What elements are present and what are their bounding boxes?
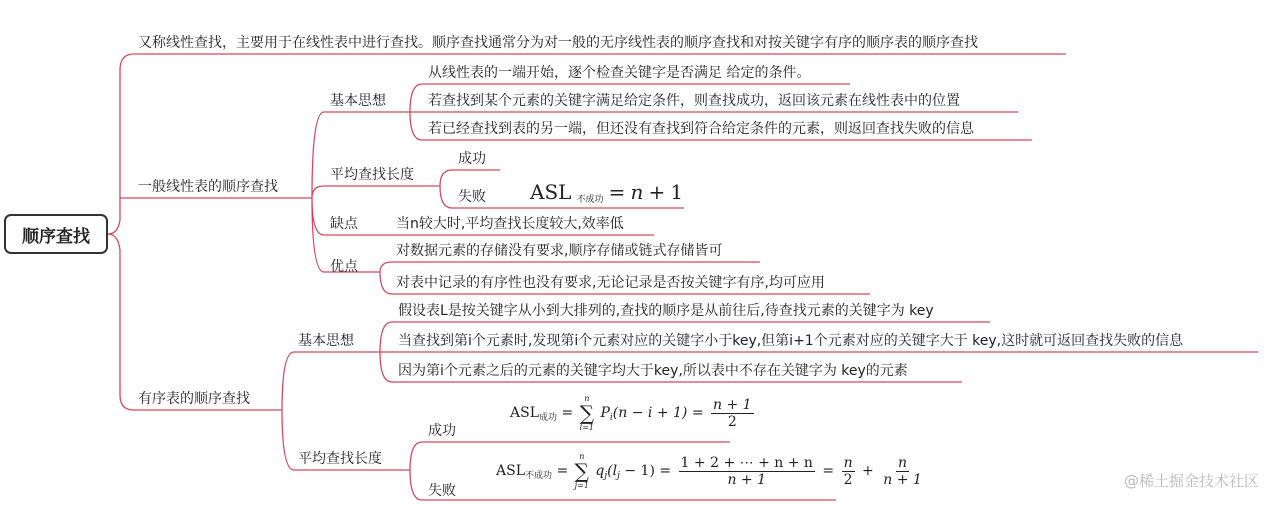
of-sigma-symbol: ∑ <box>574 459 589 483</box>
general-asl-title[interactable]: 平均查找长度 <box>330 167 414 183</box>
os-frac-num: n + 1 <box>713 396 752 413</box>
watermark: @稀土掘金技术社区 <box>1123 472 1259 490</box>
connector-general-trunk <box>312 112 324 272</box>
connector-general-pros-items <box>380 262 392 294</box>
os-asl: ASL <box>510 405 539 421</box>
of-paren-sub: j <box>617 471 620 481</box>
of-frac2 <box>842 455 855 488</box>
connector-ordered-trunk <box>282 352 294 470</box>
ordered-asl-title[interactable]: 平均查找长度 <box>298 451 382 467</box>
of-paren-end: − 1) = <box>619 463 672 479</box>
connector-root-down <box>108 234 134 410</box>
of-frac1 <box>679 455 815 488</box>
of-frac3-num: n <box>898 454 908 471</box>
general-basic-idea-title[interactable]: 基本思想 <box>330 93 386 109</box>
of-sum-bottom: j=1 <box>574 481 589 490</box>
general-idea-item-1: 从线性表的一端开始，逐个检查关键字是否满足 给定的条件。 <box>428 65 811 81</box>
os-term-sub: i <box>609 413 613 423</box>
general-asl-fail: 失败 <box>458 189 486 205</box>
root-node[interactable]: 顺序查找 <box>4 214 108 254</box>
ordered-fail-formula <box>496 452 927 490</box>
general-pros-item-2: 对表中记录的有序性也没有要求,无论记录是否按关键字有序,均可应用 <box>396 275 825 291</box>
ordered-idea-item-1: 假设表L是按关键字从小到大排列的,查找的顺序是从前往后,待查找元素的关键字为 key <box>398 303 934 319</box>
os-sub: 成功 <box>539 413 558 423</box>
os-sigma <box>580 394 594 432</box>
connector-root <box>108 54 134 234</box>
definition-text: 又称线性查找，主要用于在线性表中进行查找。顺序查找通常分为对一般的无序线性表的顺序查找和对按关键字有序的顺序表的顺序查找 <box>138 35 978 51</box>
connector-ordered-idea-items <box>380 322 392 382</box>
os-frac-den: 2 <box>727 413 737 430</box>
general-cons-text: 当n较大时,平均查找长度较大,效率低 <box>396 216 624 232</box>
of-plus: + <box>862 463 874 479</box>
of-sum-top: n <box>579 452 585 461</box>
of-frac2-num: n <box>843 454 853 471</box>
ordered-basic-idea-title[interactable]: 基本思想 <box>298 333 354 349</box>
os-frac <box>711 397 754 430</box>
of-term: q <box>595 463 605 479</box>
general-pros-title[interactable]: 优点 <box>330 259 358 275</box>
os-sigma-symbol: ∑ <box>579 401 594 425</box>
general-fail-formula <box>530 180 683 204</box>
general-asl-success: 成功 <box>458 151 486 167</box>
general-cons-title[interactable]: 缺点 <box>330 216 358 232</box>
formula-one: 1 <box>670 180 684 204</box>
general-branch-title[interactable]: 一般线性表的顺序查找 <box>138 179 278 195</box>
connector-general-idea-items <box>410 84 422 140</box>
of-frac2-den: 2 <box>843 471 853 488</box>
formula-asl: ASL <box>530 180 572 204</box>
of-frac3-den: n + 1 <box>883 471 922 488</box>
of-term-sub: j <box>604 471 608 481</box>
general-idea-item-2: 若查找到某个元素的关键字满足给定条件，则查找成功，返回该元素在线性表中的位置 <box>428 93 960 109</box>
ordered-asl-fail: 失败 <box>428 483 456 499</box>
of-sub: 不成功 <box>525 471 553 481</box>
os-paren: (n − i + 1) = <box>612 405 704 421</box>
connector-general-asl-items <box>440 170 452 208</box>
ordered-asl-success: 成功 <box>428 423 456 439</box>
ordered-success-formula <box>510 394 757 432</box>
of-frac1-num: 1 + 2 + ⋯ + n + n <box>680 454 813 471</box>
os-sum-top: n <box>584 394 590 403</box>
formula-plus: + <box>648 180 666 204</box>
ordered-branch-title[interactable]: 有序表的顺序查找 <box>138 391 250 407</box>
os-eq: = <box>561 405 574 421</box>
of-eq2: = <box>822 463 835 479</box>
os-sum-bottom: i=1 <box>579 423 595 432</box>
general-idea-item-3: 若已经查找到表的另一端，但还没有查找到符合给定条件的元素，则返回查找失败的信息 <box>428 121 974 137</box>
general-pros-item-1: 对数据元素的存储没有要求,顺序存储或链式存储皆可 <box>396 243 723 259</box>
ordered-idea-item-3: 因为第i个元素之后的元素的关键字均大于key,所以表中不存在关键字为 key的元素 <box>398 363 908 379</box>
of-sigma <box>575 452 589 490</box>
of-asl: ASL <box>496 463 525 479</box>
formula-sub: 不成功 <box>576 195 604 205</box>
of-frac1-den: n + 1 <box>727 471 767 488</box>
os-term: P <box>600 405 610 421</box>
ordered-idea-item-2: 当查找到第i个元素时,发现第i个元素对应的关键字小于key,但第i+1个元素对应的关键字大于 key,这时就可返回查找失败的信息 <box>398 333 1184 349</box>
formula-n: n <box>630 180 644 204</box>
connector-ordered-asl-items <box>410 442 422 500</box>
of-frac3 <box>881 455 924 488</box>
of-eq: = <box>556 463 569 479</box>
of-paren: (l <box>607 463 618 479</box>
formula-eq: = <box>608 180 626 204</box>
